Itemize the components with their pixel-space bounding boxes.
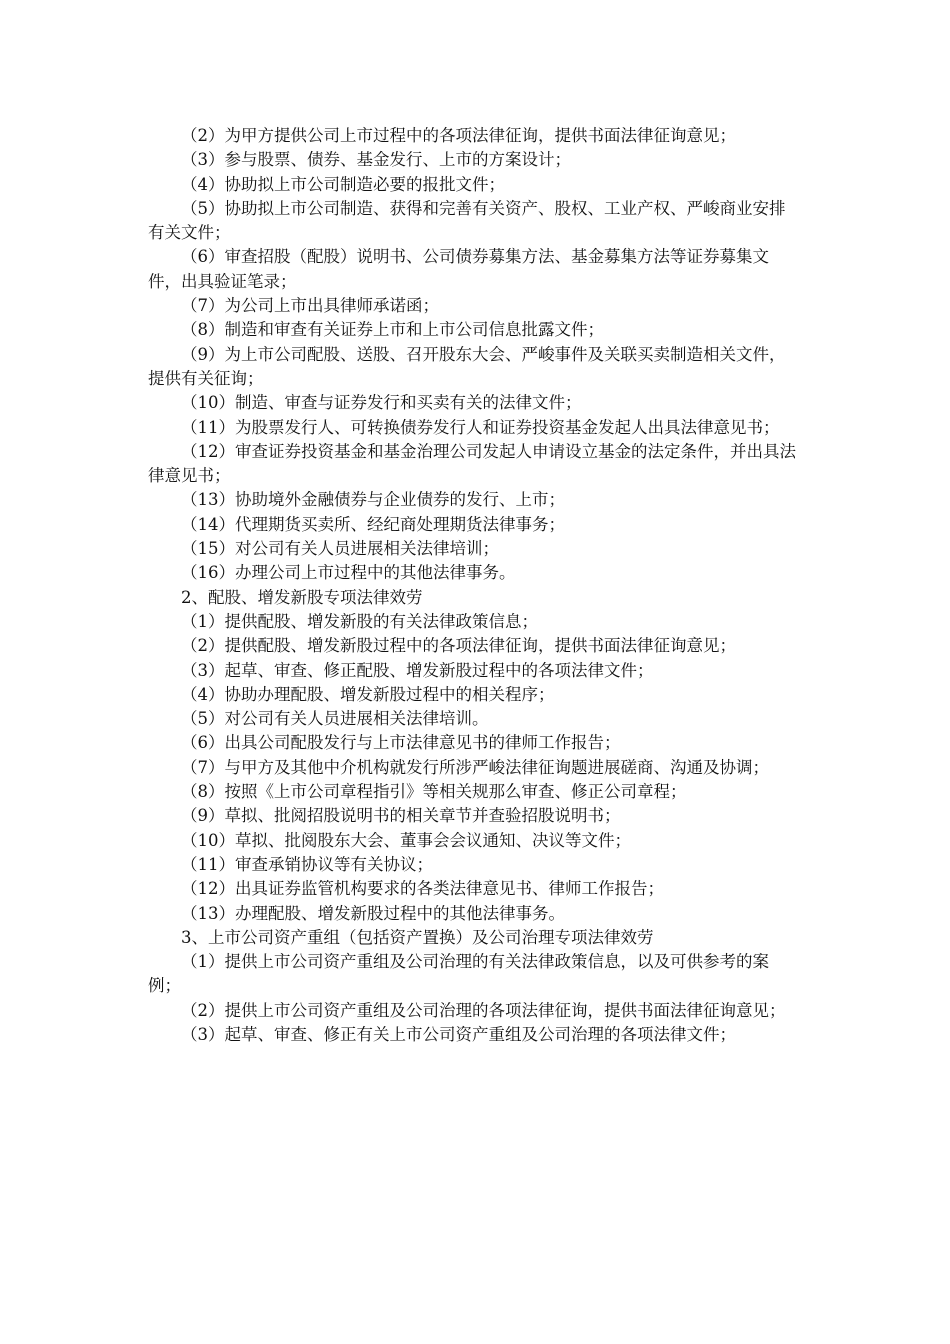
paragraph: （1）提供上市公司资产重组及公司治理的有关法律政策信息，以及可供参考的案例； [148, 952, 769, 996]
paragraph: （12）审查证券投资基金和基金治理公司发起人申请设立基金的法定条件，并出具法律意见书； [148, 441, 796, 486]
paragraph: （15）对公司有关人员进展相关法律培训； [181, 539, 499, 559]
paragraph: （10）草拟、批阅股东大会、董事会会议通知、决议等文件； [181, 830, 631, 850]
paragraph: （5）协助拟上市公司制造、获得和完善有关资产、股权、工业产权、严峻商业安排有关文件； [148, 198, 786, 243]
paragraph: （5）对公司有关人员进展相关法律培训。 [181, 709, 489, 729]
paragraph: （4）协助拟上市公司制造必要的报批文件； [181, 174, 505, 194]
paragraph: （14）代理期货买卖所、经纪商处理期货法律事务； [181, 514, 565, 534]
paragraph: （8）制造和审查有关证券上市和上市公司信息批露文件； [181, 320, 604, 340]
paragraph: （3）参与股票、债券、基金发行、上市的方案设计； [181, 150, 571, 170]
paragraph: （12）出具证券监管机构要求的各类法律意见书、律师工作报告； [181, 879, 664, 899]
paragraph: （6）审查招股（配股）说明书、公司债券募集方法、基金募集方法等证券募集文件，出具验证笔录； [148, 247, 769, 291]
paragraph: （13）协助境外金融债券与企业债券的发行、上市； [181, 490, 565, 510]
paragraph: （10）制造、审查与证券发行和买卖有关的法律文件； [181, 393, 582, 413]
paragraph: （16）办理公司上市过程中的其他法律事务。 [181, 563, 516, 583]
paragraph: （13）办理配股、增发新股过程中的其他法律事务。 [181, 903, 565, 923]
section-heading: 2、配股、增发新股专项法律效劳 [181, 587, 423, 607]
paragraph: （1）提供配股、增发新股的有关法律政策信息； [181, 611, 538, 631]
paragraph: （2）提供上市公司资产重组及公司治理的各项法律征询，提供书面法律征询意见； [181, 1000, 786, 1020]
paragraph: （11）审查承销协议等有关协议； [181, 854, 433, 874]
paragraph: （11）为股票发行人、可转换债券发行人和证券投资基金发起人出具法律意见书； [181, 417, 780, 437]
paragraph: （3）起草、审查、修正有关上市公司资产重组及公司治理的各项法律文件； [181, 1024, 736, 1044]
paragraph: （9）为上市公司配股、送股、召开股东大会、严峻事件及关联买卖制造相关文件，提供有关征询； [148, 344, 786, 388]
paragraph: （6）出具公司配股发行与上市法律意见书的律师工作报告； [181, 733, 621, 753]
paragraph: （2）为甲方提供公司上市过程中的各项法律征询，提供书面法律征询意见； [181, 126, 736, 145]
paragraph: （8）按照《上市公司章程指引》等相关规那么审查、修正公司章程； [181, 782, 687, 802]
paragraph: （4）协助办理配股、增发新股过程中的相关程序； [181, 684, 555, 704]
paragraph: （7）为公司上市出具律师承诺函； [181, 296, 439, 316]
paragraph: （3）起草、审查、修正配股、增发新股过程中的各项法律文件； [181, 660, 654, 680]
paragraph: （7）与甲方及其他中介机构就发行所涉严峻法律征询题进展磋商、沟通及协调； [181, 757, 769, 777]
paragraph: （2）提供配股、增发新股过程中的各项法律征询，提供书面法律征询意见； [181, 636, 736, 656]
paragraph: （9）草拟、批阅招股说明书的相关章节并查验招股说明书； [181, 806, 621, 826]
section-heading: 3、上市公司资产重组（包括资产置换）及公司治理专项法律效劳 [181, 927, 654, 947]
document-body [148, 124, 796, 1047]
